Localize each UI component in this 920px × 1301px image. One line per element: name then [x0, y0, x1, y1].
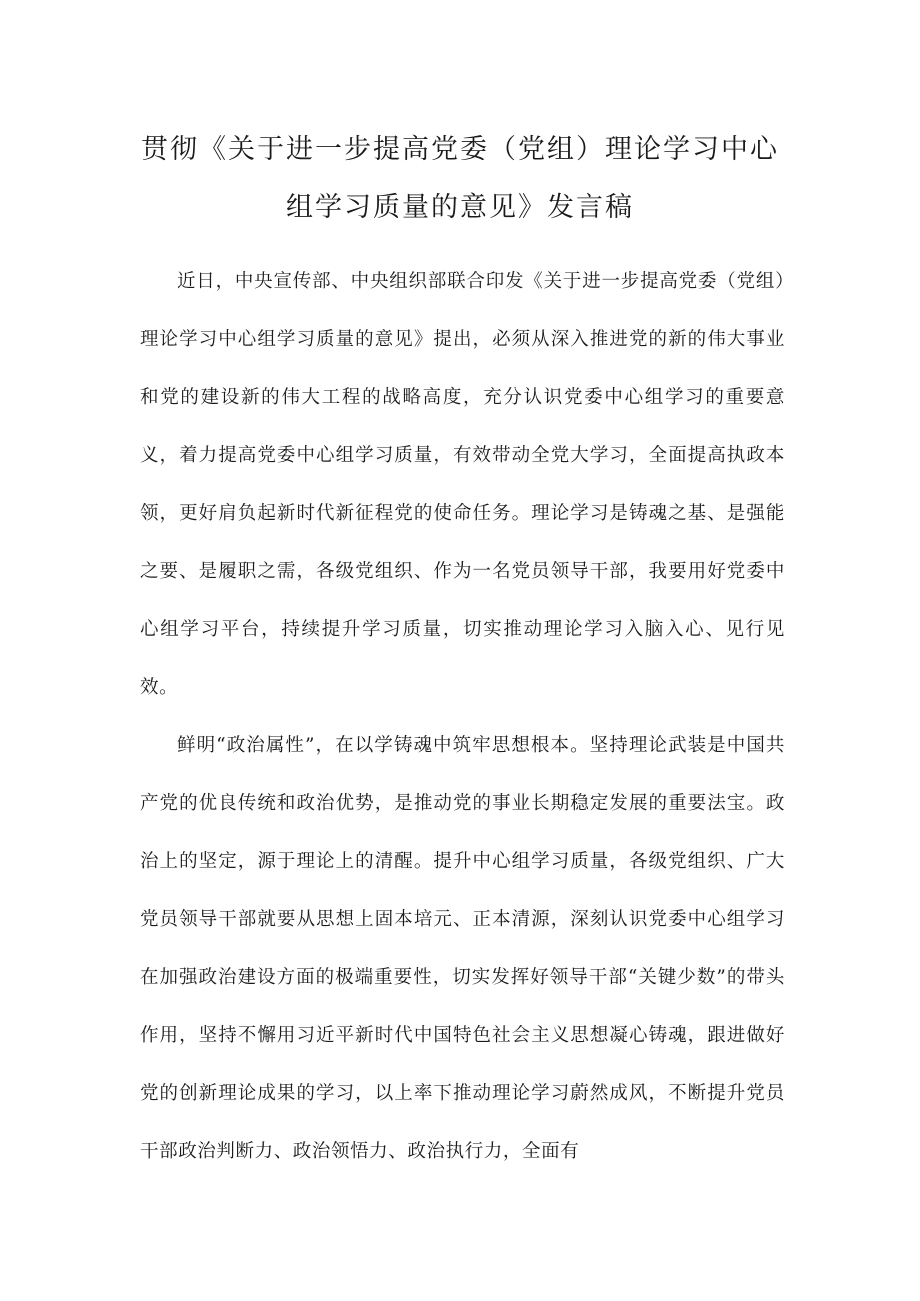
document-title-line-1: 贯彻《关于进一步提高党委（党组）理论学习中心: [141, 134, 779, 165]
paragraph-1: 近日，中央宣传部、中央组织部联合印发《关于进一步提高党委（党组）理论学习中心组学习质量的意见》提出，必须从深入推进党的新的伟大事业和党的建设新的伟大工程的战略高度，充分认识党委中心组学习的重要意义，着力提高党委中心组学习质量，有效带动全党大学习，全面提高执政本领，更好肩负起新时代新征程党的使命任务。理论学习是铸魂之基、是强能之要、是履职之需，各级党组织、作为一名党员领导干部，我要用好党委中心组学习平台，持续提升学习质量，切实推动理论学习入脑入心、见行见效。: [140, 271, 785, 698]
paragraph-2: 鲜明“政治属性”，在以学铸魂中筑牢思想根本。坚持理论武装是中国共产党的优良传统和政治优势，是推动党的事业长期稳定发展的重要法宝。政治上的坚定，源于理论上的清醒。提升中心组学习质量，各级党组织、广大党员领导干部就要从思想上固本培元、正本清源，深刻认识党委中心组学习在加强政治建设方面的极端重要性，切实发挥好领导干部“关键少数”的带头作用，坚持不懈用习近平新时代中国特色社会主义思想凝心铸魂，跟进做好党的创新理论成果的学习，以上率下推动理论学习蔚然成风，不断提升党员干部政治判断力、政治领悟力、政治执行力，全面有: [140, 735, 785, 1162]
document-body: [140, 253, 785, 1181]
document-title-line-2: 组学习质量的意见》发言稿: [286, 192, 634, 223]
